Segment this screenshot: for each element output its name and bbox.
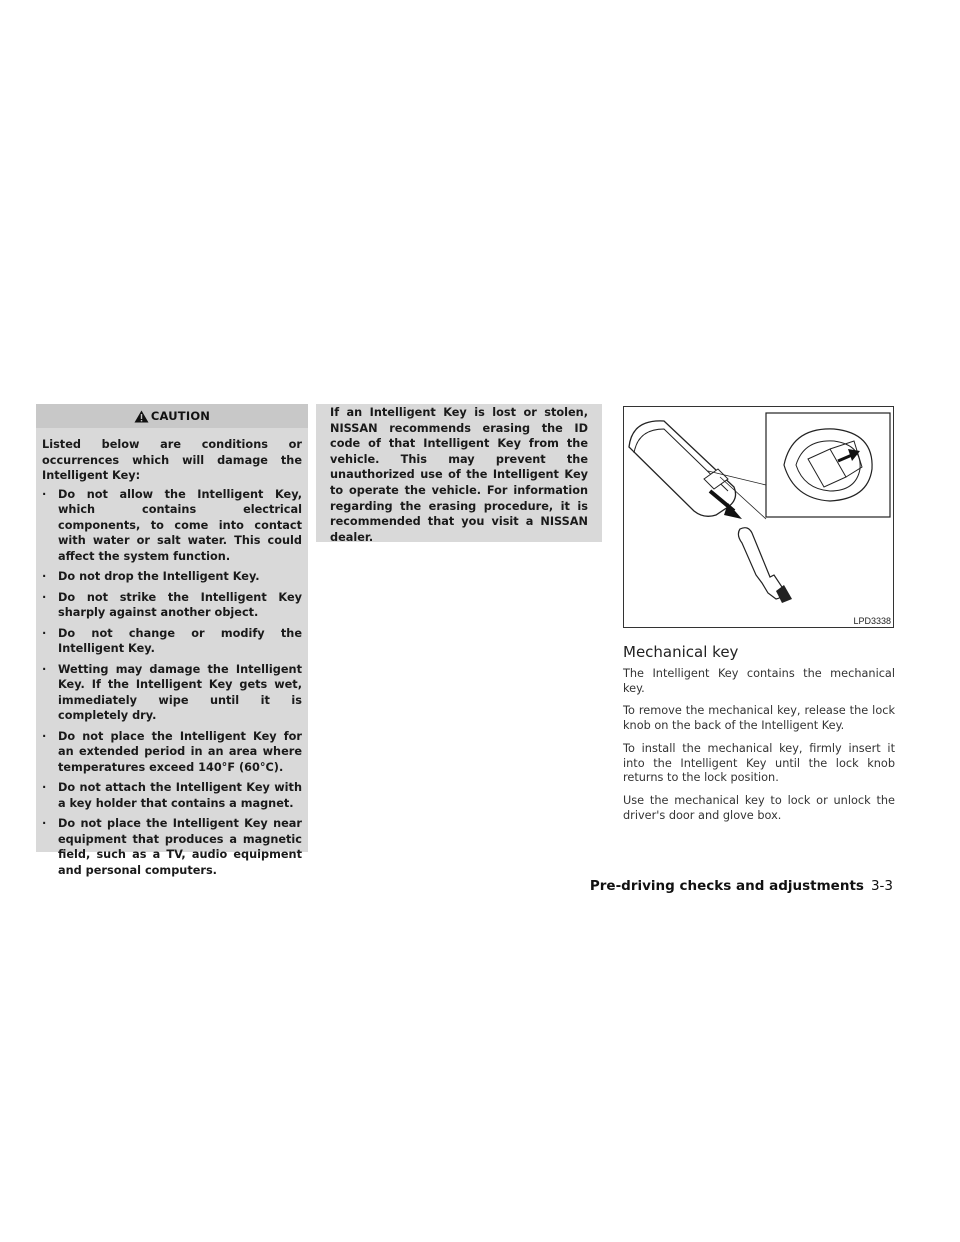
- bullet: ·: [42, 662, 47, 676]
- caution-item-text: Do not strike the Intelligent Key sharply against another object.: [58, 590, 302, 619]
- paragraph: To install the mechanical key, firmly insert it into the Intelligent Key until the lock knob returns to the lock position.: [623, 741, 895, 785]
- lost-key-notice: If an Intelligent Key is lost or stolen, NISSAN recommends erasing the ID code of that Intelligent Key from the vehicle. This may prevent the unauthorized use of the Intelligent Key to operate the vehicle. For information regarding the erasing procedure, it is recommended that you visit a NISSAN dealer.: [330, 406, 588, 544]
- caution-item-text: Do not attach the Intelligent Key with a key holder that contains a magnet.: [58, 781, 302, 810]
- caution-item: [42, 487, 302, 565]
- caution-heading: CAUTION: [150, 409, 211, 423]
- section-body: [623, 667, 895, 831]
- caution-item: [42, 590, 302, 621]
- caution-item: [42, 569, 302, 585]
- figure-label: LPD3338: [853, 616, 891, 626]
- caution-item: [42, 816, 302, 878]
- caution-item-text: Do not place the Intelligent Key for an extended period in an area where temperatures exceed 140°F (60°C).: [58, 729, 302, 774]
- section-title: Mechanical key: [623, 643, 739, 661]
- caution-box: [36, 404, 308, 877]
- bullet: ·: [42, 729, 47, 743]
- key-illustration: [623, 406, 894, 628]
- page-footer: [590, 878, 893, 894]
- caution-header: [36, 404, 308, 428]
- bullet: ·: [42, 817, 47, 830]
- caution-item: [42, 662, 302, 724]
- bullet: ·: [42, 626, 47, 640]
- paragraph: To remove the mechanical key, release the lock knob on the back of the Intelligent Key.: [623, 704, 895, 733]
- caution-item-text: Do not place the Intelligent Key near equipment that produces a magnetic field, such as a TV, audio equipment and personal computers.: [58, 817, 302, 877]
- bullet: ·: [42, 487, 47, 501]
- caution-item-text: Wetting may damage the Intelligent Key. If the Intelligent Key gets wet, immediately wipe until it is completely dry.: [58, 662, 302, 722]
- warning-icon: [134, 410, 149, 423]
- caution-item: [42, 626, 302, 657]
- paragraph: Use the mechanical key to lock or unlock the driver's door and glove box.: [623, 793, 895, 822]
- caution-item-text: Do not allow the Intelligent Key, which contains electrical components, to come into contact with water or salt water. This could affect the system function.: [58, 487, 302, 563]
- bullet: ·: [42, 781, 47, 794]
- intelligent-key-drawing: [624, 407, 893, 627]
- caution-intro: Listed below are conditions or occurrences which will damage the Intelligent Key:: [42, 438, 302, 482]
- footer-section-title: Pre-driving checks and adjustments: [589, 878, 864, 894]
- caution-item: [42, 729, 302, 776]
- caution-list: [42, 487, 302, 879]
- bullet: ·: [42, 570, 47, 583]
- caution-item-text: Do not drop the Intelligent Key.: [58, 570, 260, 583]
- lost-key-notice-box: [316, 404, 602, 542]
- caution-item: [42, 780, 302, 811]
- caution-body: [36, 428, 308, 878]
- caution-item-text: Do not change or modify the Intelligent Key.: [58, 626, 302, 655]
- paragraph: The Intelligent Key contains the mechanical key.: [623, 667, 895, 695]
- bullet: ·: [42, 590, 47, 604]
- page-number: 3-3: [870, 878, 893, 894]
